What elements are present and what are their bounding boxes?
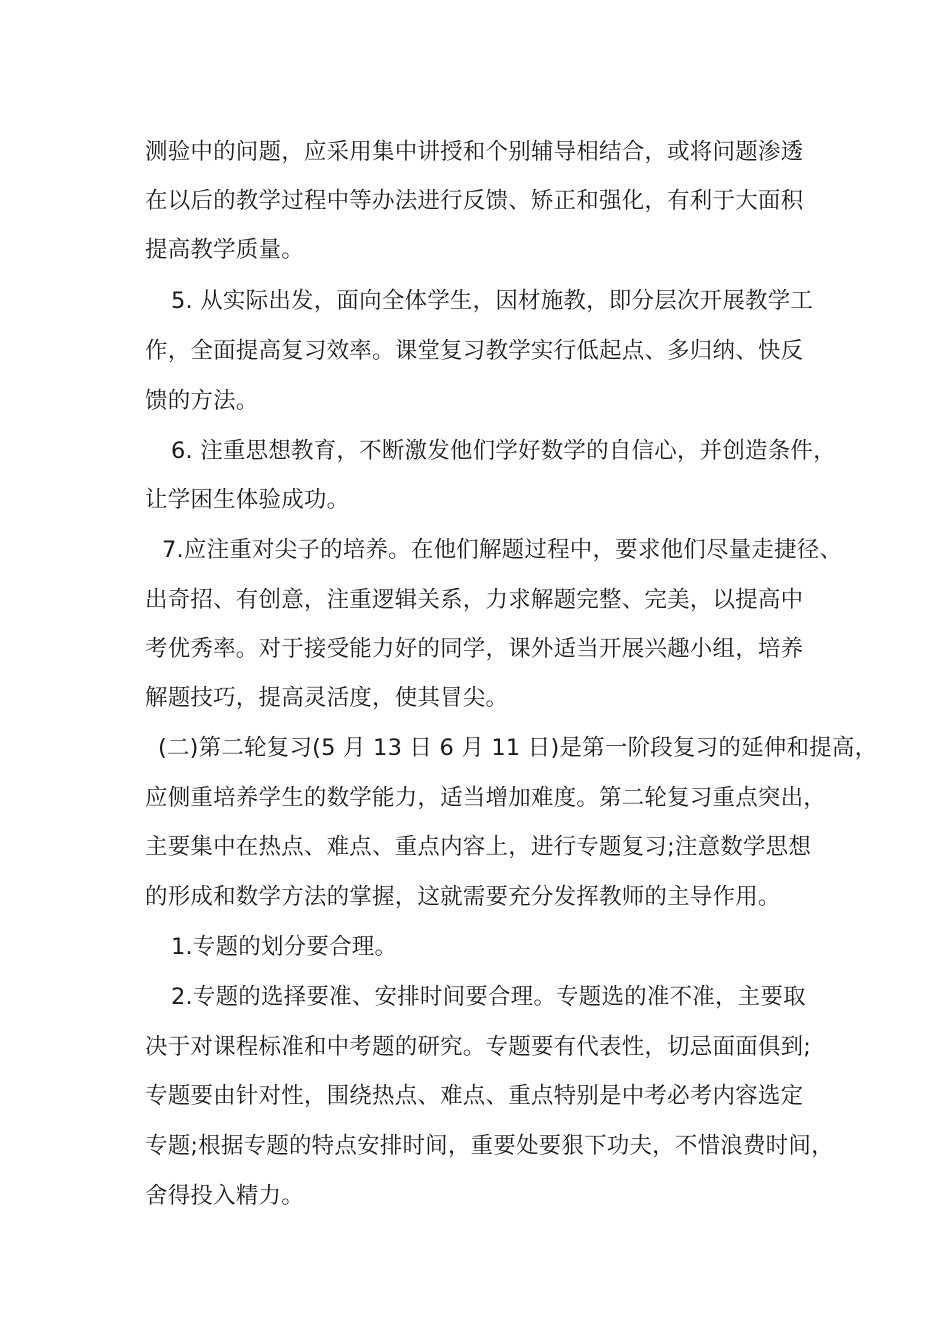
text-line: 舍得投入精力。 [145, 1183, 304, 1209]
text-line: 6. 注重思想教育，不断激发他们学好数学的自信心，并创造条件， [171, 438, 836, 464]
text-line: 1.专题的划分要合理。 [171, 934, 398, 960]
text-line: 作，全面提高复习效率。课堂复习教学实行低起点、多归纳、快反 [145, 338, 804, 364]
text-line: 专题要由针对性，围绕热点、难点、重点特别是中考必考内容选定 [145, 1083, 804, 1109]
text-line: 专题;根据专题的特点安排时间，重要处要狠下功夫，不惜浪费时间， [145, 1133, 834, 1159]
text-line: 7.应注重对尖子的培养。在他们解题过程中，要求他们尽量走捷径、 [162, 537, 843, 563]
text-line: 考优秀率。对于接受能力好的同学，课外适当开展兴趣小组，培养 [145, 636, 804, 662]
text-line: 提高教学质量。 [145, 237, 304, 263]
text-line: 出奇招、有创意，注重逻辑关系，力求解题完整、完美，以提高中 [145, 587, 804, 613]
text-line: 的形成和数学方法的掌握，这就需要充分发挥教师的主导作用。 [145, 884, 781, 910]
text-line: 测验中的问题，应采用集中讲授和个别辅导相结合，或将问题渗透 [145, 139, 804, 165]
text-line: 5. 从实际出发，面向全体学生，因材施教，即分层次开展教学工 [171, 288, 814, 314]
text-line: 应侧重培养学生的数学能力，适当增加难度。第二轮复习重点突出， [145, 785, 827, 811]
text-line: 2.专题的选择要准、安排时间要合理。专题选的准不准，主要取 [171, 984, 806, 1010]
text-line: 让学困生体验成功。 [145, 487, 350, 513]
text-line: 决于对课程标准和中考题的研究。专题要有代表性，切忌面面俱到; [145, 1034, 812, 1060]
text-line: 主要集中在热点、难点、重点内容上，进行专题复习;注意数学思想 [145, 834, 812, 860]
text-line: (二)第二轮复习(5 月 13 日 6 月 11 日)是第一阶段复习的延伸和提高， [158, 735, 878, 761]
text-line: 馈的方法。 [145, 388, 259, 414]
text-line: 在以后的教学过程中等办法进行反馈、矫正和强化，有利于大面积 [145, 188, 804, 214]
text-line: 解题技巧，提高灵活度，使其冒尖。 [145, 685, 509, 711]
